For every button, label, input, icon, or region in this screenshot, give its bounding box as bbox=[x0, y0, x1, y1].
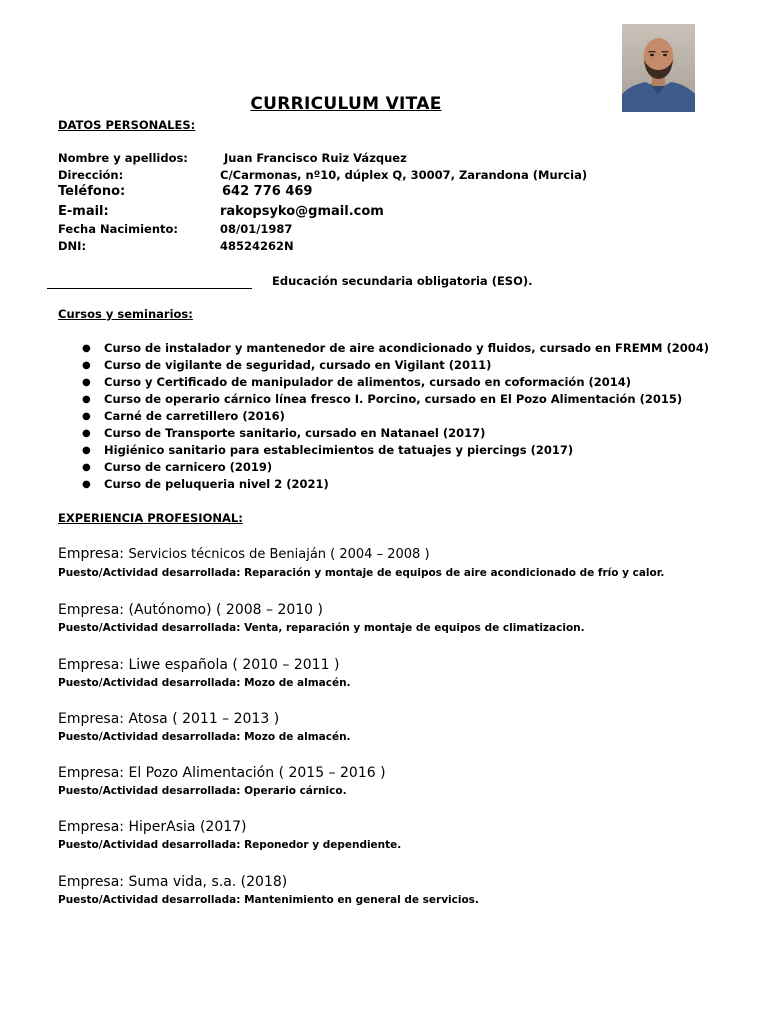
bullet-icon: ● bbox=[82, 445, 91, 456]
education-divider bbox=[47, 288, 252, 289]
courses-list bbox=[58, 340, 709, 493]
experience-heading: EXPERIENCIA PROFESIONAL: bbox=[58, 511, 243, 525]
job-entry bbox=[58, 600, 585, 636]
company-name: Suma vida, s.a. (2018) bbox=[128, 874, 288, 890]
field-value: rakopsyko@gmail.com bbox=[220, 204, 384, 219]
job-entry bbox=[58, 763, 386, 799]
job-entry bbox=[58, 709, 351, 745]
company-name: Atosa ( 2011 – 2013 ) bbox=[128, 711, 280, 727]
bullet-icon: ● bbox=[82, 462, 91, 473]
bullet-icon: ● bbox=[82, 479, 91, 490]
personal-data-heading: DATOS PERSONALES: bbox=[58, 118, 196, 132]
job-entry bbox=[58, 817, 401, 853]
company-label: Empresa: bbox=[58, 546, 125, 562]
company-label: Empresa: bbox=[58, 819, 125, 835]
field-value: 08/01/1987 bbox=[220, 222, 293, 236]
bullet-icon: ● bbox=[82, 394, 91, 405]
position-value: Operario cárnico. bbox=[244, 785, 347, 797]
courses-heading: Cursos y seminarios: bbox=[58, 307, 193, 321]
company-label: Empresa: bbox=[58, 602, 125, 618]
bullet-icon: ● bbox=[82, 411, 91, 422]
position-label: Puesto/Actividad desarrollada: bbox=[58, 567, 241, 579]
list-item: ● Curso de Transporte sanitario, cursado en Natanael (2017) bbox=[82, 426, 486, 440]
document-title: CURRICULUM VITAE bbox=[250, 94, 442, 114]
field-address bbox=[58, 168, 587, 182]
position-label: Puesto/Actividad desarrollada: bbox=[58, 785, 241, 797]
field-label: Fecha Nacimiento: bbox=[58, 222, 179, 236]
field-email bbox=[58, 204, 384, 219]
list-item: ● Higiénico sanitario para establecimientos de tatuajes y piercings (2017) bbox=[82, 443, 574, 457]
list-item: ● Curso de instalador y mantenedor de aire acondicionado y fluidos, cursado en FREMM (2004) bbox=[82, 341, 710, 355]
position-value: Mozo de almacén. bbox=[244, 731, 351, 743]
company-name: El Pozo Alimentación ( 2015 – 2016 ) bbox=[128, 765, 386, 781]
company-name: Liwe española ( 2010 – 2011 ) bbox=[128, 657, 340, 673]
field-label: Teléfono: bbox=[58, 184, 126, 199]
education-text: Educación secundaria obligatoria (ESO). bbox=[272, 274, 533, 288]
bullet-icon: ● bbox=[82, 428, 91, 439]
company-name: HiperAsia (2017) bbox=[128, 819, 247, 835]
list-item: ● Curso de peluqueria nivel 2 (2021) bbox=[82, 477, 329, 491]
field-phone bbox=[58, 184, 312, 199]
list-item: ● Carné de carretillero (2016) bbox=[82, 409, 285, 423]
field-label: E-mail: bbox=[58, 204, 109, 219]
field-label: Dirección: bbox=[58, 168, 124, 182]
position-label: Puesto/Actividad desarrollada: bbox=[58, 622, 241, 634]
bullet-icon: ● bbox=[82, 343, 91, 354]
list-item: ● Curso de vigilante de seguridad, cursado en Vigilant (2011) bbox=[82, 358, 492, 372]
field-value: C/Carmonas, nº10, dúplex Q, 30007, Zarandona (Murcia) bbox=[220, 168, 588, 182]
company-name: (Autónomo) ( 2008 – 2010 ) bbox=[128, 602, 323, 618]
position-label: Puesto/Actividad desarrollada: bbox=[58, 894, 241, 906]
field-value: Juan Francisco Ruiz Vázquez bbox=[224, 151, 407, 165]
field-birthdate bbox=[58, 222, 292, 236]
list-item: ● Curso de carnicero (2019) bbox=[82, 460, 273, 474]
list-item: ● Curso de operario cárnico línea fresco I. Porcino, cursado en El Pozo Alimentación (2015) bbox=[82, 392, 683, 406]
job-entry bbox=[58, 872, 479, 908]
field-value: 48524262N bbox=[220, 239, 294, 253]
list-item: ● Curso y Certificado de manipulador de alimentos, cursado en coformación (2014) bbox=[82, 375, 632, 389]
bullet-icon: ● bbox=[82, 377, 91, 388]
position-value: Reponedor y dependiente. bbox=[244, 839, 402, 851]
field-label: DNI: bbox=[58, 239, 87, 253]
field-label: Nombre y apellidos: bbox=[58, 151, 188, 165]
company-label: Empresa: bbox=[58, 874, 125, 890]
bullet-icon: ● bbox=[82, 360, 91, 371]
position-label: Puesto/Actividad desarrollada: bbox=[58, 677, 241, 689]
position-value: Venta, reparación y montaje de equipos de climatizacion. bbox=[244, 622, 585, 634]
field-dni bbox=[58, 239, 294, 253]
company-label: Empresa: bbox=[58, 765, 125, 781]
job-entry bbox=[58, 544, 664, 581]
job-entry bbox=[58, 655, 351, 691]
position-label: Puesto/Actividad desarrollada: bbox=[58, 839, 241, 851]
company-label: Empresa: bbox=[58, 657, 125, 673]
position-value: Mozo de almacén. bbox=[244, 677, 351, 689]
company-name: Servicios técnicos de Beniaján ( 2004 – 2008 ) bbox=[128, 547, 430, 562]
field-value: 642 776 469 bbox=[222, 184, 313, 199]
field-name bbox=[58, 151, 407, 165]
position-label: Puesto/Actividad desarrollada: bbox=[58, 731, 241, 743]
position-value: Reparación y montaje de equipos de aire acondicionado de frío y calor. bbox=[244, 567, 665, 579]
position-value: Mantenimiento en general de servicios. bbox=[244, 894, 479, 906]
company-label: Empresa: bbox=[58, 711, 125, 727]
